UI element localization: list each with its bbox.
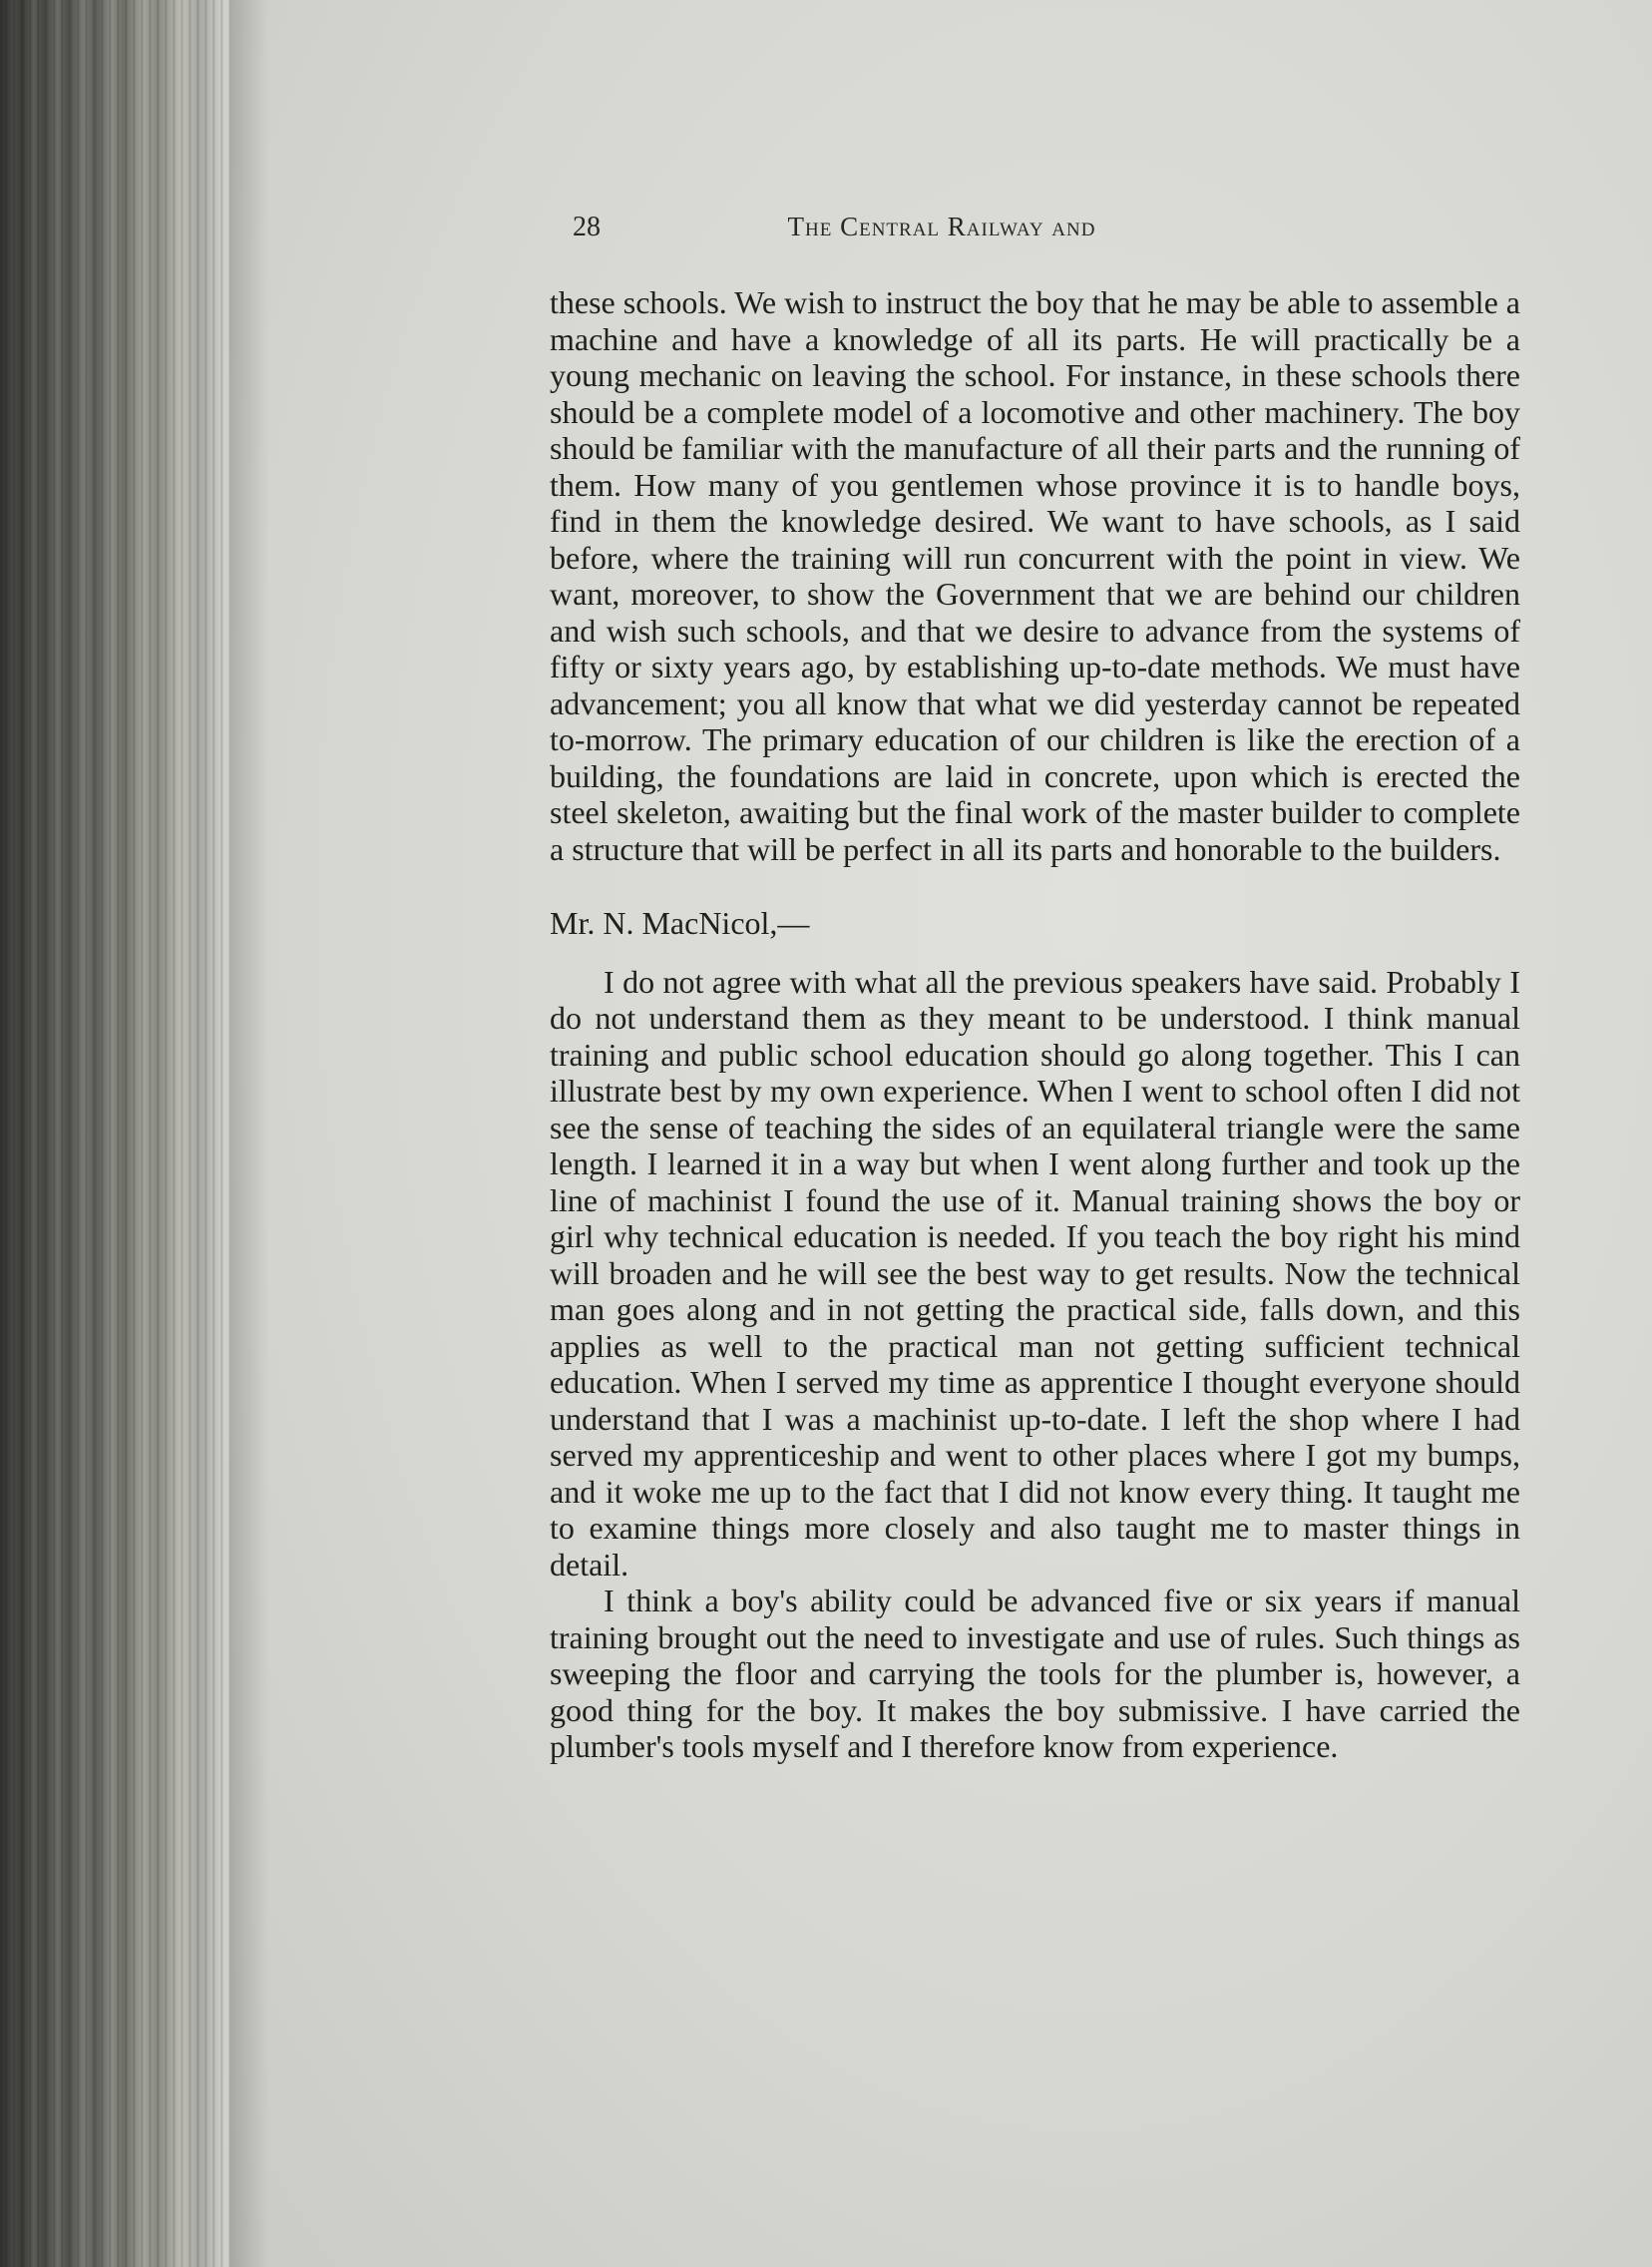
body-text [550, 284, 1520, 1765]
page-header [573, 212, 1271, 255]
page-number: 28 [573, 212, 601, 242]
book-page-edges [0, 0, 239, 2267]
paragraph: I think a boy's ability could be advanced five or six years if manual training brought out the need to investigate and use of rules. Such things as sweeping the floor and carrying the tools for the plumber is, however, a good thing for the boy. It makes the boy submissive. I have carried the plumber's tools myself and I therefore know from experience. [550, 1583, 1520, 1764]
paragraph: these schools. We wish to instruct the boy that he may be able to assemble a machine and have a knowledge of all its parts. He will practically be a young mechanic on leaving the school. For instance, in these schools there should be a complete model of a locomotive and other machinery. The boy should be familiar with the manufacture of all their parts and the running of them. How many of you gentlemen whose province it is to handle boys, find in them the knowledge desired. We want to have schools, as I said before, where the training will run concurrent with the point in view. We want, moreover, to show the Government that we are behind our children and wish such schools, and that we desire to advance from the systems of fifty or sixty years ago, by establishing up-to-date methods. We must have advancement; you all know that what we did yesterday cannot be repeated to-morrow. The primary education of our children is like the erection of a building, the foundations are laid in concrete, upon which is erected the steel skeleton, awaiting but the final work of the master builder to complete a structure that will be perfect in all its parts and honorable to the builders. [550, 284, 1520, 867]
speaker-heading: Mr. N. MacNicol,— [550, 905, 810, 941]
running-head: The Central Railway and [787, 212, 1096, 241]
paragraph: I do not agree with what all the previous speakers have said. Probably I do not understand them as they meant to be understood. I think manual training and public school education should go along together. This I can illustrate best by my own experience. When I went to school often I did not see the sense of teaching the sides of an equilateral triangle were the same length. I learned it in a way but when I went along further and took up the line of machinist I found the use of it. Manual training shows the boy or girl why technical education is needed. If you teach the boy right his mind will broaden and he will see the best way to get results. Now the technical man goes along and in not getting the practical side, falls down, and this applies as well to the practical man not getting sufficient technical education. When I served my time as apprentice I thought everyone should understand that I was a machinist up-to-date. I left the shop where I had served my apprenticeship and went to other places where I got my bumps, and it woke me up to the fact that I did not know every thing. It taught me to examine things more closely and also taught me to master things in detail. [550, 963, 1520, 1583]
